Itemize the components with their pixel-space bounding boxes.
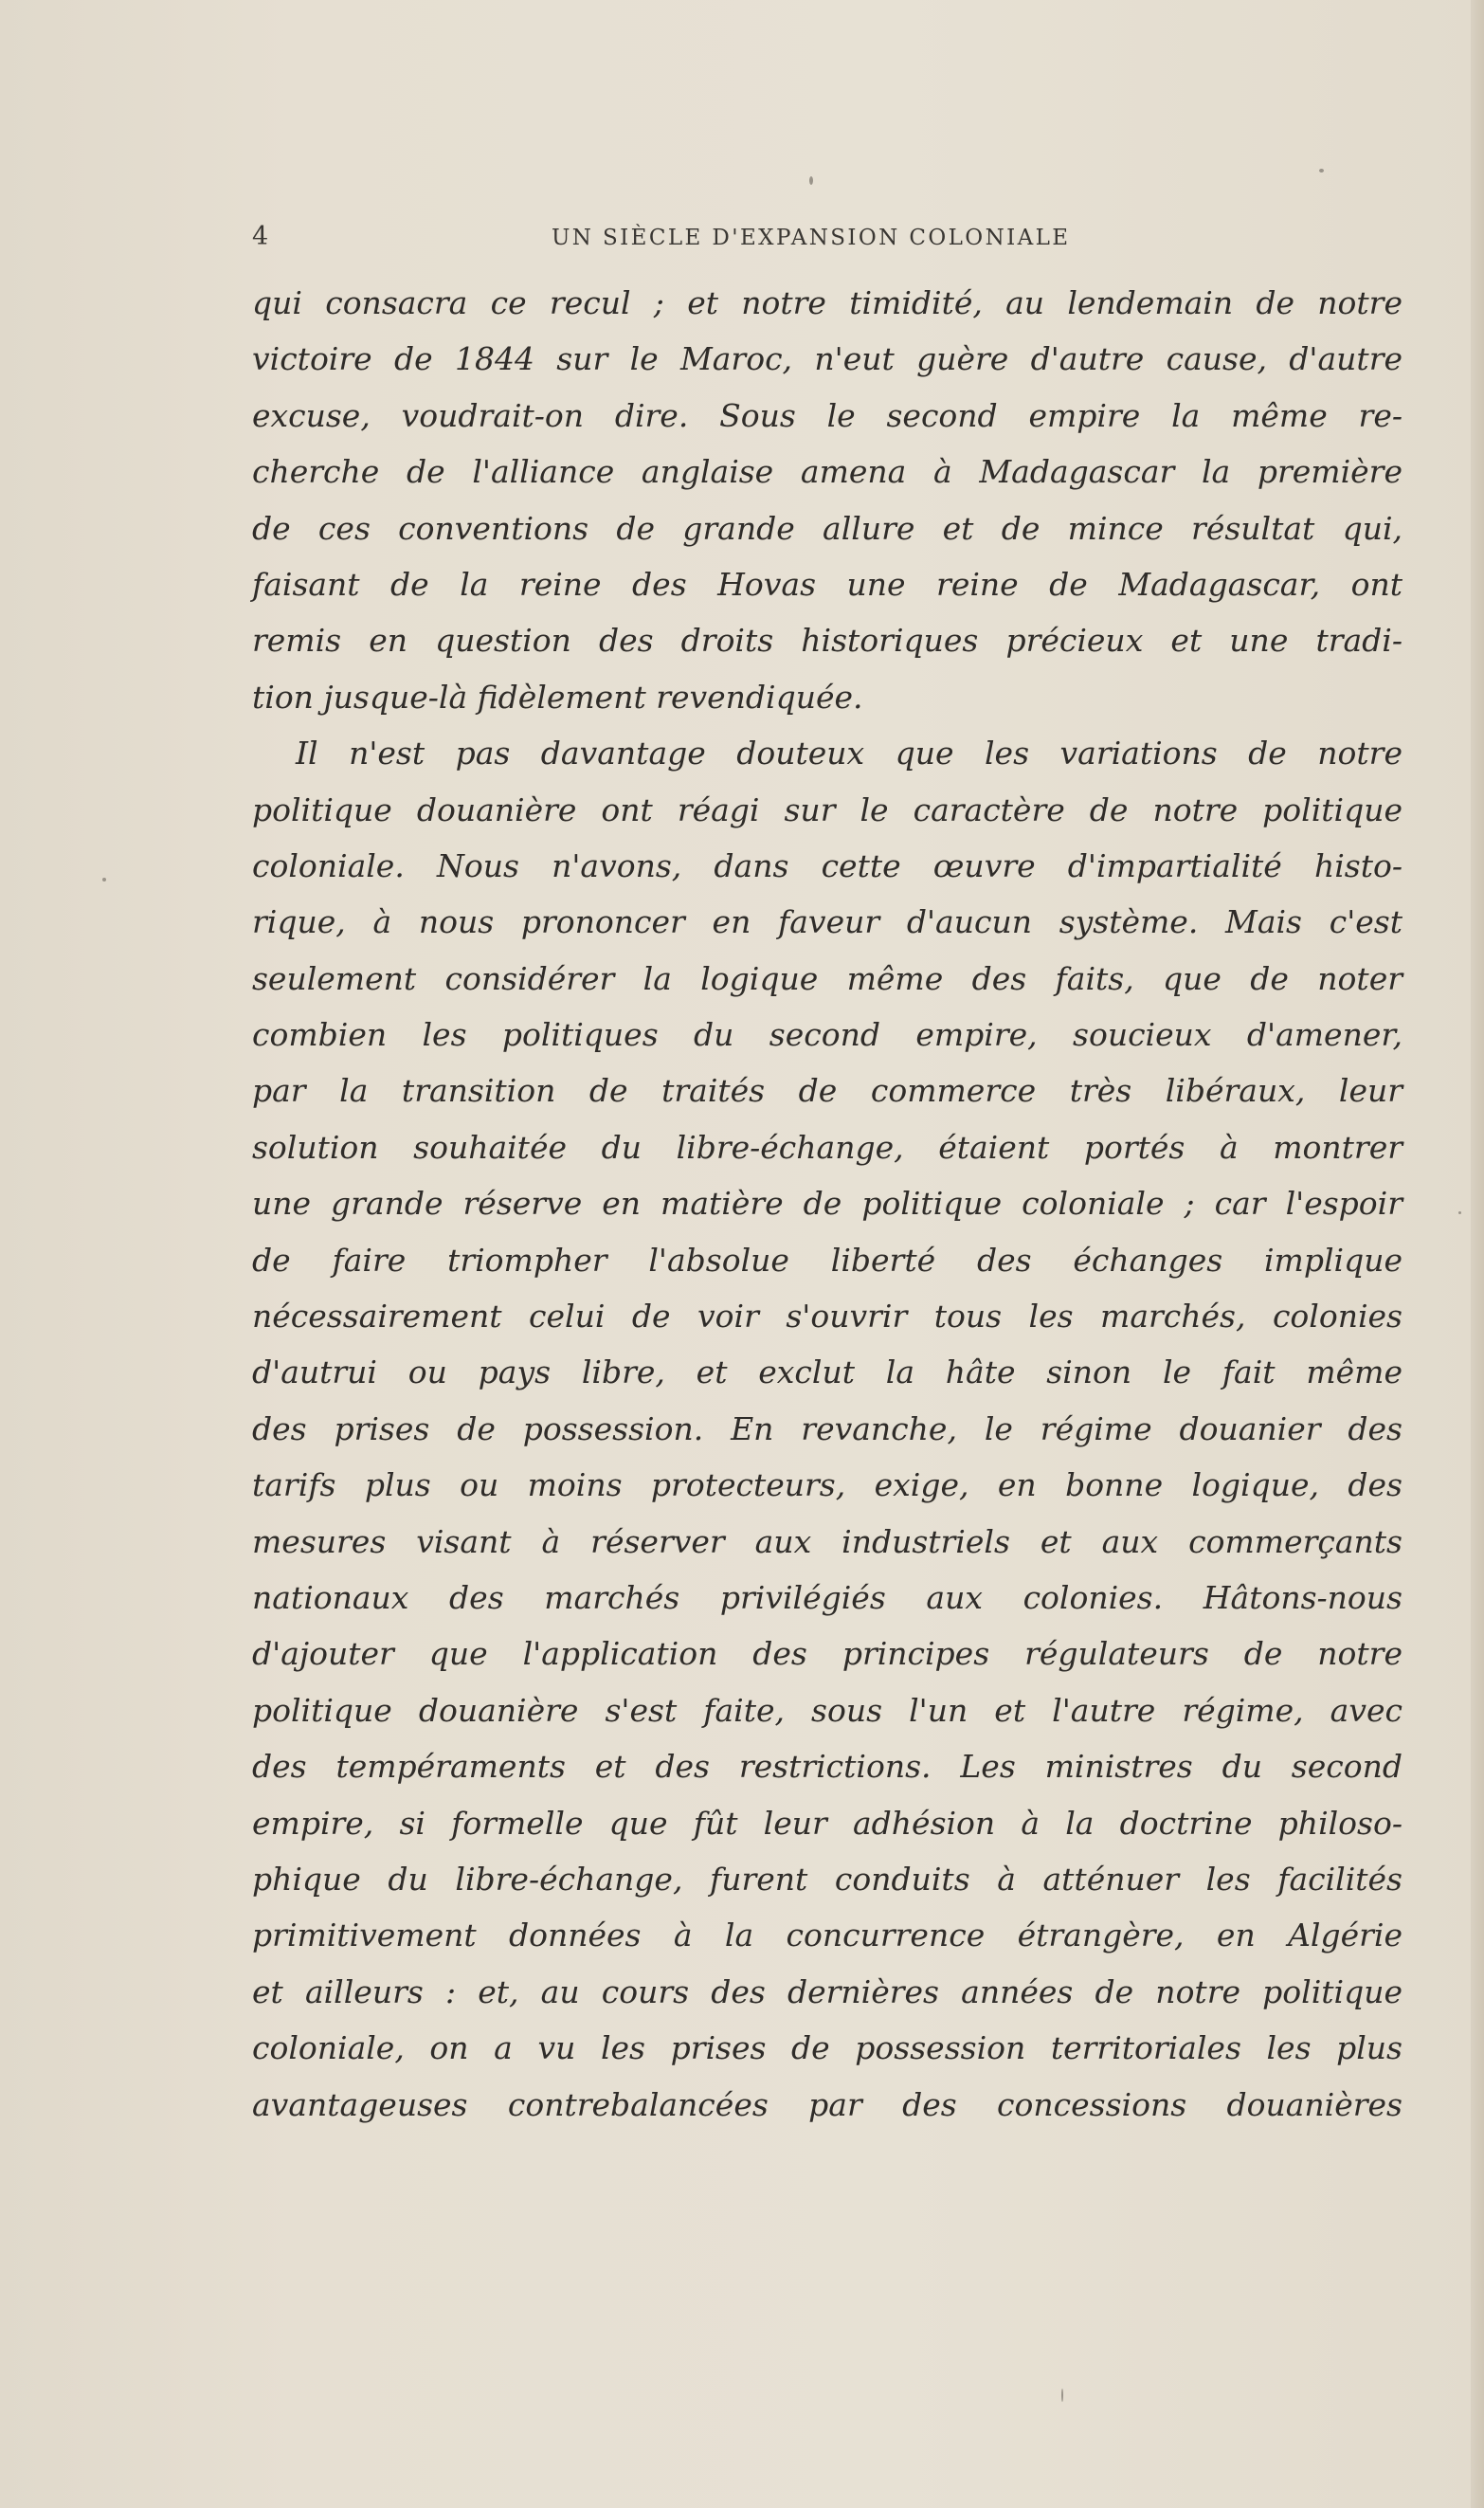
ink-speck	[1061, 2389, 1063, 2402]
text-line: avantageuses contrebalancées par des concessions douanières	[252, 2085, 1403, 2123]
text-line: d'autrui ou pays libre, et exclut la hâte sinon le fait même	[252, 1354, 1403, 1391]
page-number: 4	[252, 222, 269, 251]
text-line: des tempéraments et des restrictions. Les ministres du second	[252, 1748, 1403, 1786]
text-line: de ces conventions de grande allure et de mince résultat qui,	[252, 509, 1403, 547]
text-line: coloniale. Nous n'avons, dans cette œuvre d'impartialité histo-	[252, 846, 1403, 884]
text-line: solution souhaitée du libre-échange, étaient portés à montrer	[252, 1128, 1403, 1166]
ink-speck	[809, 176, 813, 185]
text-line-paragraph-start: Il n'est pas davantage douteux que les variations de notre	[296, 735, 1403, 772]
text-line: cherche de l'alliance anglaise amena à Madagascar la première	[252, 453, 1403, 491]
text-line: politique douanière ont réagi sur le caractère de notre politique	[252, 791, 1403, 828]
text-line: excuse, voudrait-on dire. Sous le second empire la même re-	[252, 396, 1403, 434]
text-line: remis en question des droits historiques précieux et une tradi-	[252, 622, 1403, 660]
ink-speck	[1458, 1211, 1461, 1214]
text-line: faisant de la reine des Hovas une reine de Madagascar, ont	[252, 565, 1403, 603]
text-line: des prises de possession. En revanche, le régime douanier des	[252, 1409, 1403, 1447]
text-line: d'ajouter que l'application des principes régulateurs de notre	[252, 1635, 1403, 1673]
text-line: nationaux des marchés privilégiés aux colonies. Hâtons-nous	[252, 1578, 1403, 1616]
text-line: seulement considérer la logique même des faits, que de noter	[252, 959, 1403, 997]
text-line: nécessairement celui de voir s'ouvrir tous les marchés, colonies	[252, 1298, 1403, 1336]
text-line: de faire triompher l'absolue liberté des échanges implique	[252, 1241, 1403, 1279]
text-line: empire, si formelle que fût leur adhésion à la doctrine philoso-	[252, 1804, 1403, 1842]
page-edge-shadow	[1471, 0, 1484, 2508]
text-line: et ailleurs : et, au cours des dernières années de notre politique	[252, 1972, 1403, 2010]
text-line: rique, à nous prononcer en faveur d'aucun système. Mais c'est	[252, 903, 1403, 941]
text-line: par la transition de traités de commerce très libéraux, leur	[252, 1072, 1403, 1110]
running-title: UN SIÈCLE D'EXPANSION COLONIALE	[552, 226, 1071, 250]
ink-speck	[102, 878, 106, 881]
text-line: une grande réserve en matière de politique coloniale ; car l'espoir	[252, 1185, 1403, 1223]
text-line: mesures visant à réserver aux industriels et aux commerçants	[252, 1522, 1403, 1560]
text-line-paragraph-end: tion jusque-là fidèlement revendiquée.	[252, 678, 863, 716]
text-line: combien les politiques du second empire, soucieux d'amener,	[252, 1016, 1403, 1054]
text-line: qui consacra ce recul ; et notre timidité, au lendemain de notre	[252, 284, 1403, 321]
running-header	[252, 222, 1403, 260]
body-text	[252, 275, 1403, 2133]
text-line: politique douanière s'est faite, sous l'un et l'autre régime, avec	[252, 1691, 1403, 1729]
text-line: tarifs plus ou moins protecteurs, exige, en bonne logique, des	[252, 1466, 1403, 1504]
text-line: victoire de 1844 sur le Maroc, n'eut guère d'autre cause, d'autre	[252, 340, 1403, 378]
ink-speck	[1319, 169, 1324, 173]
text-line: phique du libre-échange, furent conduits à atténuer les facilités	[252, 1860, 1403, 1898]
text-line: primitivement données à la concurrence étrangère, en Algérie	[252, 1917, 1403, 1954]
text-line: coloniale, on a vu les prises de possession territoriales les plus	[252, 2029, 1403, 2067]
